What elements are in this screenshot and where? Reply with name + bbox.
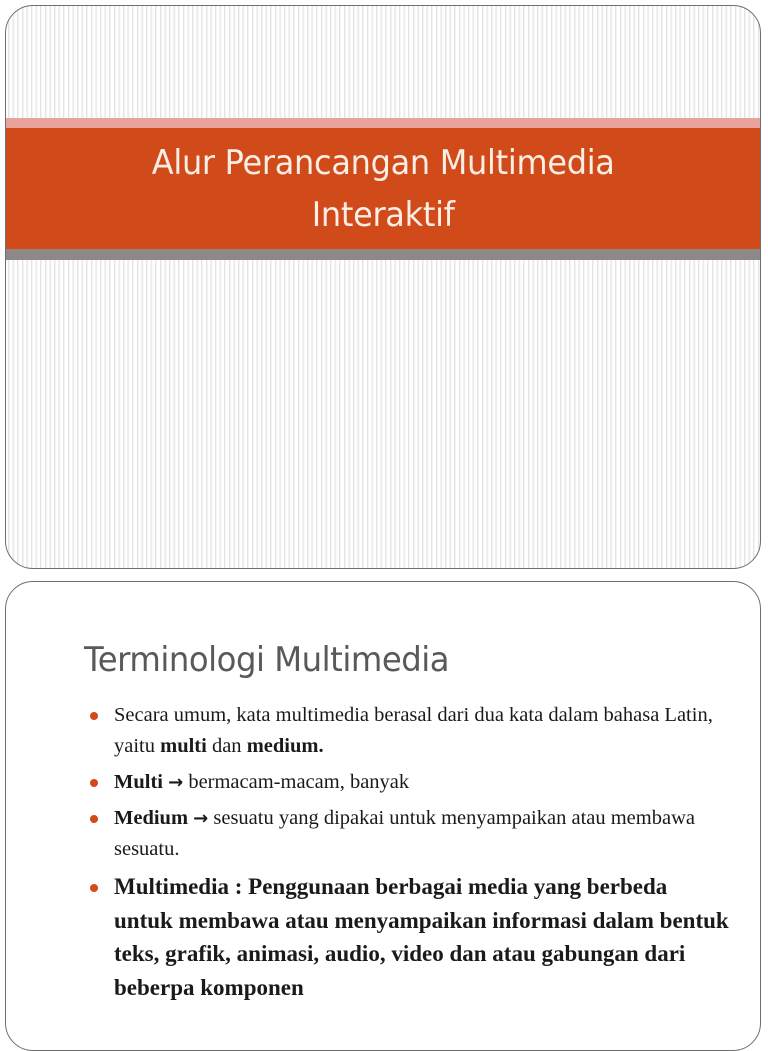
bullet-term: Medium [114,807,189,829]
bullet-text: Secara umum, kata multimedia berasal dari dua kata dalam bahasa Latin, yaitu [114,704,713,757]
slide-title-line-2: Interaktif [311,194,455,235]
arrow-right-icon: → [193,808,209,829]
content-slide [5,581,761,1051]
bullet-item-multimedia-definition [90,870,730,1004]
slide-heading: Terminologi Multimedia [84,640,450,680]
bullet-item-multi [90,767,730,798]
bullet-definition: bermacam-macam, banyak [183,771,410,793]
bullet-definition: sesuatu yang dipakai untuk menyampaikan atau membawa sesuatu. [114,807,695,860]
title-slide [5,5,761,569]
bullet-dot-icon [90,712,98,720]
bullet-item-origin [90,700,730,762]
title-band [6,128,760,249]
bullet-term: Multi [114,771,163,793]
bullet-dot-icon [90,779,98,787]
bullet-text: dan [206,735,247,757]
title-band-accent-top [6,118,760,128]
bullet-bold-term: multi [160,735,207,757]
bullet-dot-icon [90,884,98,892]
bullet-text: Multimedia : Penggunaan berbagai media yang berbeda untuk membawa atau menyampaikan informasi dalam bentuk teks, grafik, animasi, audio, video dan atau gabungan dari beberpa komponen [114,874,729,1000]
bullet-bold-term: medium. [246,735,324,757]
bullet-item-medium [90,803,730,865]
arrow-right-icon: → [168,772,184,793]
title-band-accent-bottom [6,249,760,260]
slide-title [152,137,615,241]
slide-title-line-1: Alur Perancangan Multimedia [151,142,615,183]
bullet-list [90,700,730,1009]
bullet-dot-icon [90,815,98,823]
